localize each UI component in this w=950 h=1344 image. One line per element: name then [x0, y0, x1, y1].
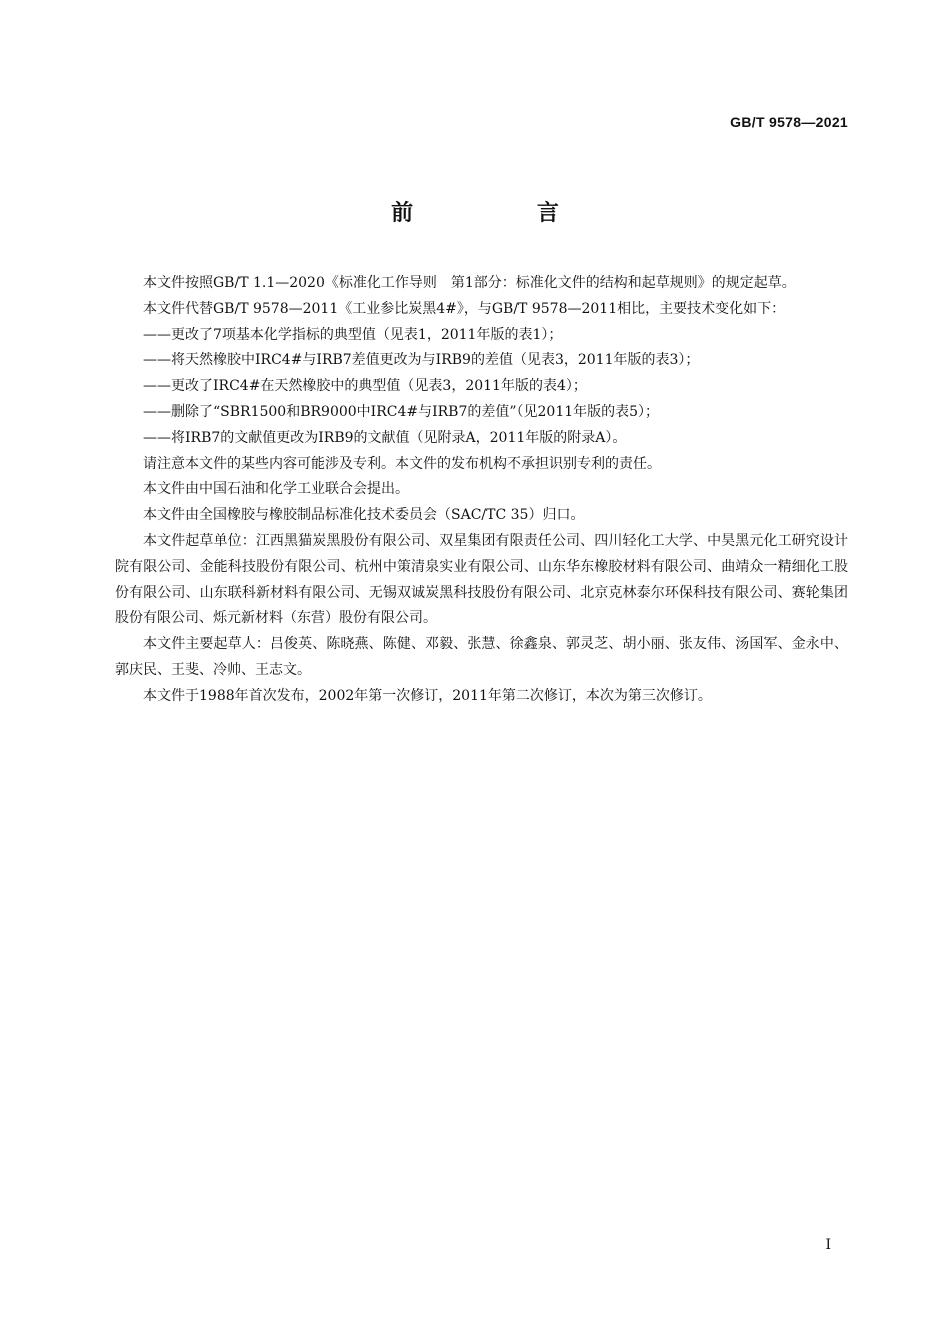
- paragraph-drafting-rules: 本文件按照GB/T 1.1—2020《标准化工作导则 第1部分：标准化文件的结构和起草规则》的规定起草。: [143, 275, 796, 291]
- standard-code: GB/T 9578—2021: [730, 114, 848, 130]
- paragraph-drafters: 本文件主要起草人：吕俊英、陈晓燕、陈健、邓毅、张慧、徐鑫泉、郭灵芝、胡小丽、张友伟、汤国军、金永中、郭庆民、王斐、冷帅、王志文。: [115, 636, 848, 678]
- page-title: 前 言: [391, 201, 617, 226]
- paragraph-drafting-units: 本文件起草单位：江西黑猫炭黑股份有限公司、双星集团有限责任公司、四川轻化工大学、中昊黑元化工研究设计院有限公司、金能科技股份有限公司、杭州中策清泉实业有限公司、山东华东橡胶材料有限公司、曲靖众一精细化工股份有限公司、山东联科新材料有限公司、无锡双诚炭黑科技股份有限公司、北京克林泰尔环保科技有限公司、赛轮集团股份有限公司、烁元新材料（东营）股份有限公司。: [115, 532, 848, 627]
- change-item: ——将IRB7的文献值更改为IRB9的文献值（见附录A，2011年版的附录A）。: [143, 429, 627, 446]
- paragraph-proposer: 本文件由中国石油和化学工业联合会提出。: [143, 481, 409, 498]
- change-item: ——更改了7项基本化学指标的典型值（见表1，2011年版的表1）；: [143, 326, 563, 343]
- paragraph-replaces: 本文件代替GB/T 9578—2011《工业参比炭黑4#》，与GB/T 9578—2011相比，主要技术变化如下：: [143, 300, 786, 317]
- paragraph-history: 本文件于1988年首次发布，2002年第一次修订，2011年第二次修订，本次为第三次修订。: [143, 687, 712, 704]
- paragraph-patent-notice: 请注意本文件的某些内容可能涉及专利。本文件的发布机构不承担识别专利的责任。: [143, 455, 661, 472]
- change-item: ——删除了“SBR1500和BR9000中IRC4#与IRB7的差值”（见2011年版的表5）；: [143, 403, 660, 420]
- change-item: ——更改了IRC4#在天然橡胶中的典型值（见表3，2011年版的表4）；: [143, 378, 587, 395]
- page-number: I: [825, 1237, 831, 1253]
- paragraph-committee: 本文件由全国橡胶与橡胶制品标准化技术委员会（SAC/TC 35）归口。: [143, 507, 585, 524]
- change-item: ——将天然橡胶中IRC4#与IRB7差值更改为与IRB9的差值（见表3，2011年版的表3）；: [143, 352, 700, 369]
- foreword-body: [115, 271, 848, 710]
